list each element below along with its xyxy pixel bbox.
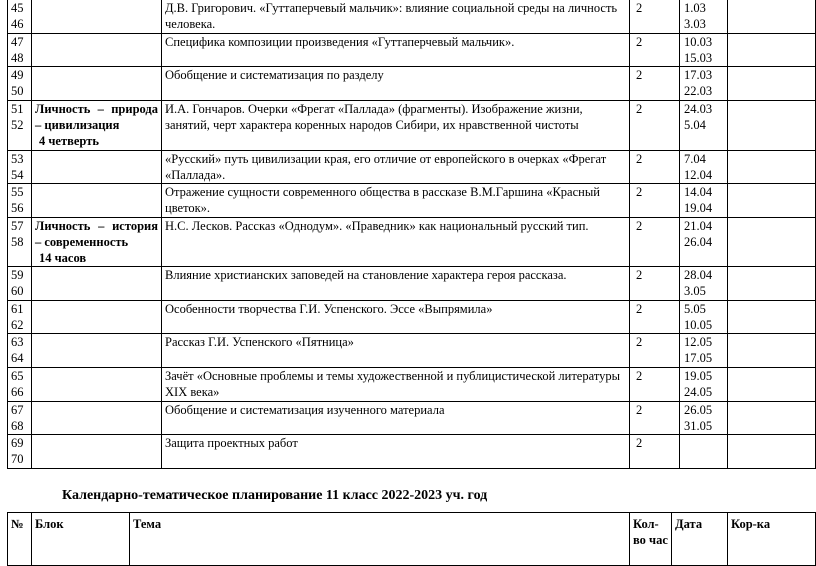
- lesson-date: 31.05: [684, 419, 713, 433]
- correction-cell: [728, 267, 816, 301]
- dates-cell: [680, 151, 728, 184]
- block-title-line: – цивилизация: [35, 118, 120, 132]
- topic-cell: Д.В. Григорович. «Гуттаперчевый мальчик»: влияние социальной среды на личность человека.: [162, 0, 630, 34]
- hours-cell: 2: [630, 101, 680, 151]
- lesson-date: 28.04: [684, 268, 713, 282]
- correction-cell: [728, 218, 816, 267]
- hours-cell: 2: [630, 334, 680, 368]
- lesson-number-cell: [8, 101, 32, 151]
- lesson-date: 21.04: [684, 219, 713, 233]
- lesson-number-cell: [8, 301, 32, 334]
- correction-cell: [728, 101, 816, 151]
- block-cell: [32, 67, 162, 101]
- dates-cell: [680, 0, 728, 34]
- header-dates: Дата: [672, 513, 728, 566]
- hours-cell: 2: [630, 368, 680, 402]
- lesson-number-cell: [8, 67, 32, 101]
- hours-cell: 2: [630, 267, 680, 301]
- lesson-number: 48: [11, 51, 24, 65]
- dates-cell: [680, 184, 728, 218]
- header-corr: Кор-ка: [728, 513, 816, 566]
- lesson-number: 68: [11, 419, 24, 433]
- lesson-date: 1.03: [684, 1, 706, 15]
- correction-cell: [728, 368, 816, 402]
- table-row: [8, 67, 816, 101]
- lesson-number-cell: [8, 267, 32, 301]
- dates-cell: [680, 218, 728, 267]
- lesson-date: 10.03: [684, 35, 713, 49]
- hours-cell: 2: [630, 435, 680, 469]
- lesson-number: 69: [11, 436, 24, 450]
- block-cell: [32, 334, 162, 368]
- lesson-date: 5.04: [684, 118, 706, 132]
- block-cell: [32, 0, 162, 34]
- topic-cell: Обобщение и систематизация по разделу: [162, 67, 630, 101]
- table-row: [8, 101, 816, 151]
- topic-cell: Зачёт «Основные проблемы и темы художественной и публицистической литературы XIX века»: [162, 368, 630, 402]
- hours-cell: 2: [630, 67, 680, 101]
- lesson-number: 61: [11, 302, 24, 316]
- lesson-number: 55: [11, 185, 24, 199]
- block-cell: [32, 218, 162, 267]
- lesson-number: 56: [11, 201, 24, 215]
- correction-cell: [728, 334, 816, 368]
- lesson-number: 63: [11, 335, 24, 349]
- lesson-number-cell: [8, 402, 32, 435]
- table-row: [8, 334, 816, 368]
- hours-cell: 2: [630, 34, 680, 67]
- lesson-number: 45: [11, 1, 24, 15]
- block-title-line: – современность: [35, 235, 129, 249]
- lesson-number-cell: [8, 151, 32, 184]
- block-title-line: 4 четверть: [39, 134, 99, 148]
- dates-cell: [680, 334, 728, 368]
- dates-cell: [680, 301, 728, 334]
- header-block: Блок: [32, 513, 130, 566]
- header-hours: Кол-во час: [630, 513, 672, 566]
- lesson-date: 22.03: [684, 84, 713, 98]
- topic-cell: Специфика композиции произведения «Гуттаперчевый мальчик».: [162, 34, 630, 67]
- block-title-line: 14 часов: [39, 251, 87, 265]
- lesson-date: 26.04: [684, 235, 713, 249]
- lesson-number: 46: [11, 17, 24, 31]
- lesson-number: 50: [11, 84, 24, 98]
- lesson-number: 57: [11, 219, 24, 233]
- topic-cell: И.А. Гончаров. Очерки «Фрегат «Паллада» (фрагменты). Изображение жизни, занятий, черт характера коренных народов Сибири, их нравственной чистоты: [162, 101, 630, 151]
- lesson-number-cell: [8, 435, 32, 469]
- lesson-date: 19.04: [684, 201, 713, 215]
- topic-cell: Рассказ Г.И. Успенского «Пятница»: [162, 334, 630, 368]
- lesson-number: 58: [11, 235, 24, 249]
- lesson-number: 64: [11, 351, 24, 365]
- hours-cell: 2: [630, 301, 680, 334]
- lesson-date: 17.03: [684, 68, 713, 82]
- topic-cell: Влияние христианских заповедей на становление характера героя рассказа.: [162, 267, 630, 301]
- block-cell: [32, 368, 162, 402]
- plan-heading: Календарно-тематическое планирование 11 класс 2022-2023 уч. год: [62, 488, 488, 503]
- dates-cell: [680, 368, 728, 402]
- hours-cell: 2: [630, 218, 680, 267]
- block-cell: [32, 435, 162, 469]
- lesson-number: 62: [11, 318, 24, 332]
- lesson-number: 66: [11, 385, 24, 399]
- lesson-date: 12.04: [684, 168, 713, 182]
- lesson-number: 54: [11, 168, 24, 182]
- lesson-number-cell: [8, 34, 32, 67]
- lesson-number-cell: [8, 218, 32, 267]
- block-title-line: Личность – история: [35, 219, 158, 233]
- correction-cell: [728, 0, 816, 34]
- header-row: [8, 513, 816, 566]
- block-cell: [32, 184, 162, 218]
- table-row: [8, 184, 816, 218]
- lesson-number-cell: [8, 368, 32, 402]
- hours-cell: 2: [630, 184, 680, 218]
- table-row: [8, 0, 816, 34]
- topic-cell: «Русский» путь цивилизации края, его отличие от европейского в очерках «Фрегат «Паллада».: [162, 151, 630, 184]
- dates-cell: [680, 402, 728, 435]
- table-row: [8, 218, 816, 267]
- lesson-date: 24.05: [684, 385, 713, 399]
- block-cell: [32, 402, 162, 435]
- hours-cell: 2: [630, 402, 680, 435]
- hours-cell: 2: [630, 151, 680, 184]
- block-cell: [32, 151, 162, 184]
- lesson-plan-body: [8, 0, 816, 469]
- correction-cell: [728, 402, 816, 435]
- lesson-date: 14.04: [684, 185, 713, 199]
- hours-cell: 2: [630, 0, 680, 34]
- lesson-number: 60: [11, 284, 24, 298]
- dates-cell: [680, 435, 728, 469]
- block-cell: [32, 34, 162, 67]
- lesson-date: 5.05: [684, 302, 706, 316]
- lesson-number: 49: [11, 68, 24, 82]
- lesson-number: 59: [11, 268, 24, 282]
- topic-cell: Обобщение и систематизация изученного материала: [162, 402, 630, 435]
- lesson-number: 51: [11, 102, 24, 116]
- topic-cell: Отражение сущности современного общества в рассказе В.М.Гаршина «Красный цветок».: [162, 184, 630, 218]
- lesson-number: 47: [11, 35, 24, 49]
- lesson-number: 53: [11, 152, 24, 166]
- dates-cell: [680, 267, 728, 301]
- lesson-date: 17.05: [684, 351, 713, 365]
- correction-cell: [728, 184, 816, 218]
- header-topic: Тема: [130, 513, 630, 566]
- lesson-date: 26.05: [684, 403, 713, 417]
- lesson-number-cell: [8, 0, 32, 34]
- correction-cell: [728, 34, 816, 67]
- header-num: №: [8, 513, 32, 566]
- dates-cell: [680, 101, 728, 151]
- table-row: [8, 301, 816, 334]
- lesson-number: 52: [11, 118, 24, 132]
- topic-cell: Н.С. Лесков. Рассказ «Однодум». «Праведник» как национальный русский тип.: [162, 218, 630, 267]
- lesson-number-cell: [8, 334, 32, 368]
- lesson-date: 24.03: [684, 102, 713, 116]
- lesson-date: 10.05: [684, 318, 713, 332]
- table-row: [8, 34, 816, 67]
- block-title-line: Личность – природа: [35, 102, 158, 116]
- table-row: [8, 368, 816, 402]
- lesson-plan-table: [7, 0, 816, 469]
- correction-cell: [728, 67, 816, 101]
- correction-cell: [728, 301, 816, 334]
- lesson-number: 70: [11, 452, 24, 466]
- correction-cell: [728, 151, 816, 184]
- topic-cell: Защита проектных работ: [162, 435, 630, 469]
- block-cell: [32, 267, 162, 301]
- lesson-date: 12.05: [684, 335, 713, 349]
- lesson-date: 15.03: [684, 51, 713, 65]
- lesson-date: 3.03: [684, 17, 706, 31]
- lesson-date: 3.05: [684, 284, 706, 298]
- dates-cell: [680, 67, 728, 101]
- topic-cell: Особенности творчества Г.И. Успенского. Эссе «Выпрямила»: [162, 301, 630, 334]
- lesson-date: 7.04: [684, 152, 706, 166]
- block-cell: [32, 301, 162, 334]
- dates-cell: [680, 34, 728, 67]
- lesson-number: 67: [11, 403, 24, 417]
- lesson-number: 65: [11, 369, 24, 383]
- table-row: [8, 402, 816, 435]
- lesson-number-cell: [8, 184, 32, 218]
- next-plan-header-table: [7, 512, 816, 566]
- lesson-date: 19.05: [684, 369, 713, 383]
- table-row: [8, 435, 816, 469]
- table-row: [8, 267, 816, 301]
- correction-cell: [728, 435, 816, 469]
- block-cell: [32, 101, 162, 151]
- table-row: [8, 151, 816, 184]
